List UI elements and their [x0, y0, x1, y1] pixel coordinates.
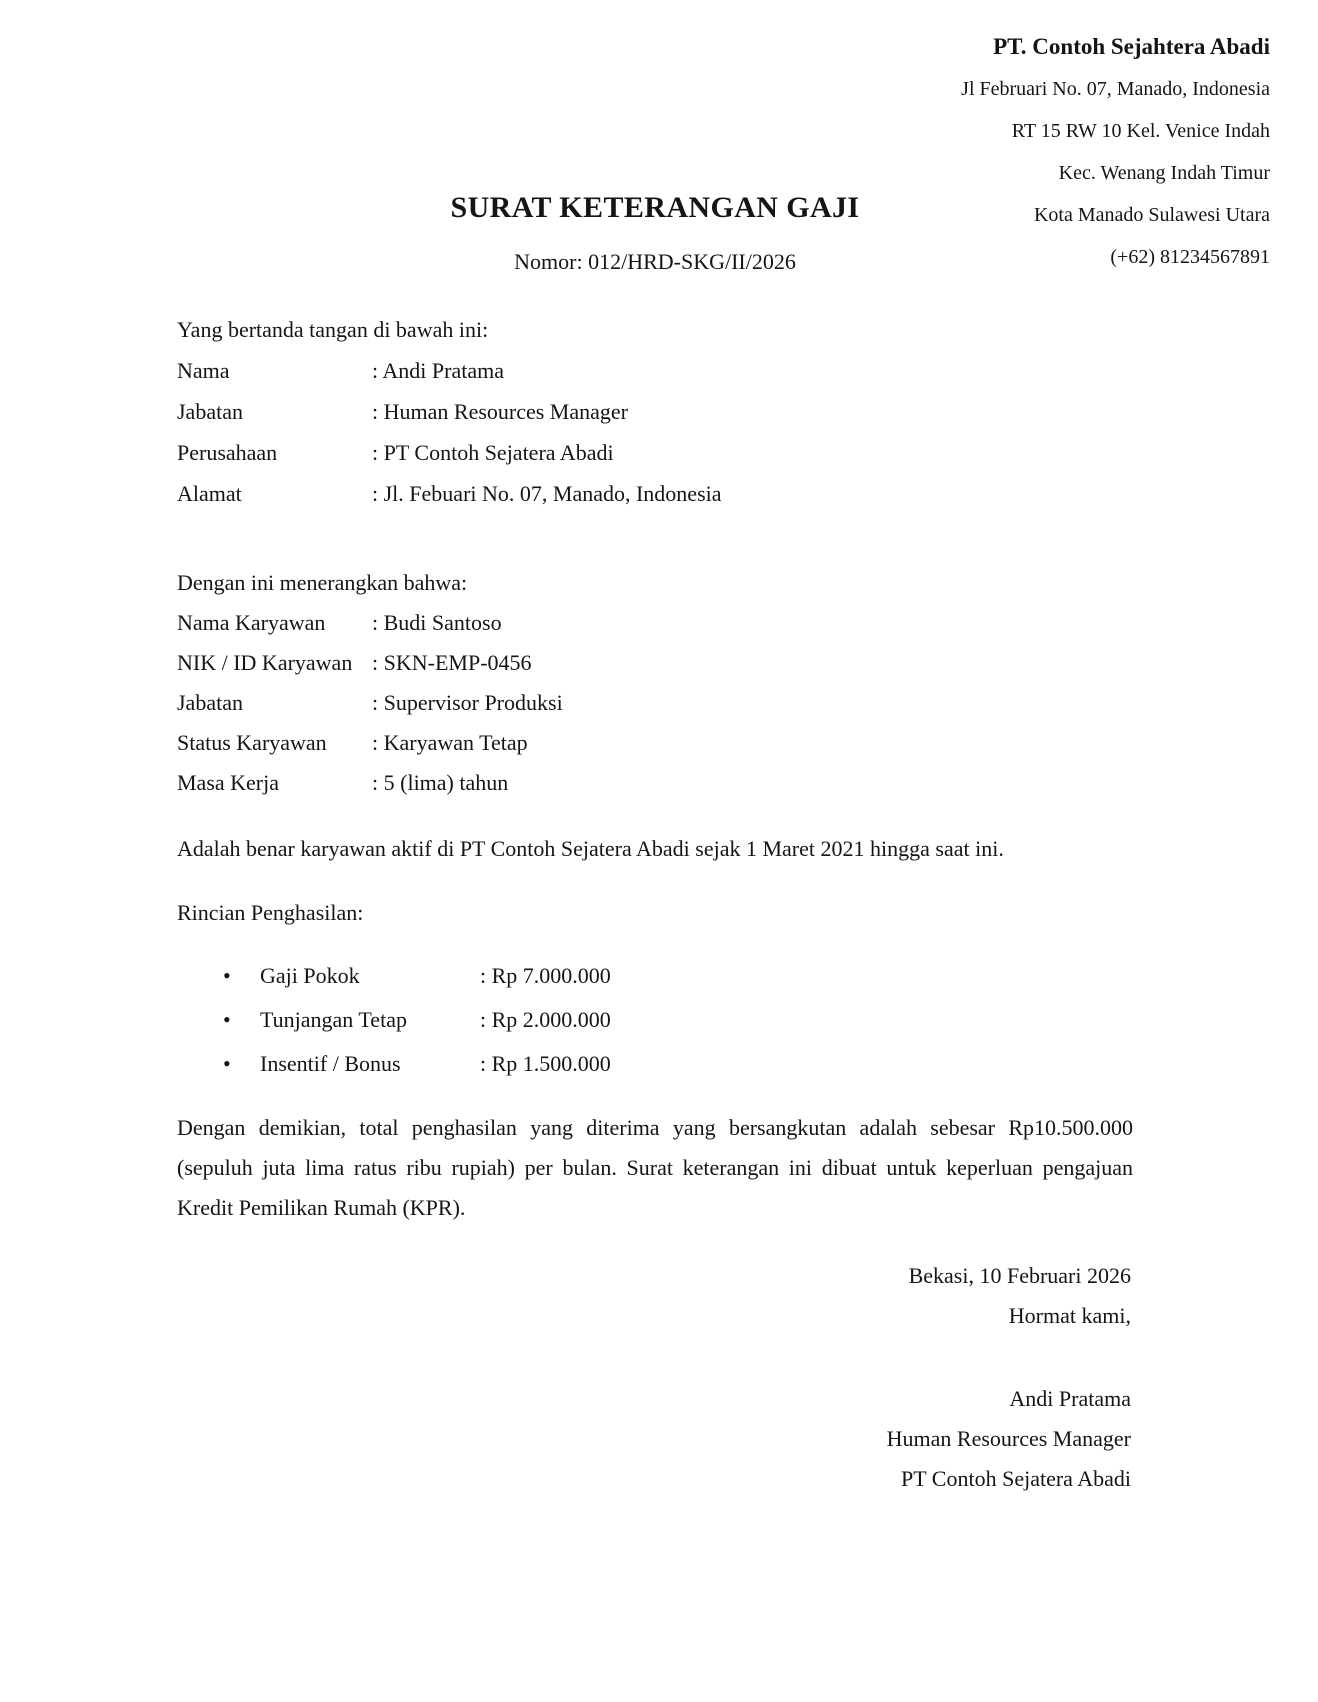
letterhead-address-line: Kota Manado Sulawesi Utara	[1033, 204, 1270, 226]
income-value: : Rp 1.500.000	[480, 1042, 611, 1086]
letterhead-address-line: RT 15 RW 10 Kel. Venice Indah	[1011, 120, 1270, 142]
field-label: Nama Karyawan	[177, 610, 326, 635]
field-value: : Andi Pratama	[372, 350, 504, 391]
field-row	[177, 683, 1133, 723]
letterhead-address-line: Kec. Wenang Indah Timur	[1058, 162, 1270, 184]
field-row	[177, 763, 1133, 803]
company-name: PT. Contoh Sejahtera Abadi	[993, 34, 1270, 59]
employee-intro: Dengan ini menerangkan bahwa:	[177, 570, 468, 595]
signature-place-date: Bekasi, 10 Februari 2026	[908, 1263, 1131, 1288]
field-value: : Budi Santoso	[372, 603, 502, 643]
title-block	[177, 190, 1133, 276]
field-row	[177, 643, 1133, 683]
document-number: Nomor: 012/HRD-SKG/II/2026	[514, 249, 796, 274]
field-row	[177, 603, 1133, 643]
income-list	[177, 954, 1133, 1086]
letterhead-address-line: Jl Februari No. 07, Manado, Indonesia	[961, 78, 1270, 100]
income-item	[177, 954, 1133, 998]
income-item	[177, 998, 1133, 1042]
signer-intro: Yang bertanda tangan di bawah ini:	[177, 317, 489, 342]
field-row	[177, 391, 1133, 432]
income-value: : Rp 2.000.000	[480, 998, 611, 1042]
letterhead-phone: (+62) 81234567891	[1110, 246, 1270, 268]
field-label: Alamat	[177, 481, 242, 506]
field-row	[177, 723, 1133, 763]
income-label: Gaji Pokok	[260, 963, 360, 988]
employment-statement: Adalah benar karyawan aktif di PT Contoh Sejatera Abadi sejak 1 Maret 2021 hingga saat ini.	[177, 836, 1004, 861]
document-title: SURAT KETERANGAN GAJI	[450, 191, 860, 224]
field-label: Status Karyawan	[177, 730, 327, 755]
signature-title: Human Resources Manager	[886, 1426, 1131, 1451]
field-value: : Supervisor Produksi	[372, 683, 563, 723]
signer-section	[177, 309, 1133, 514]
field-label: Jabatan	[177, 690, 243, 715]
signature-company: PT Contoh Sejatera Abadi	[901, 1466, 1131, 1491]
field-value: : 5 (lima) tahun	[372, 763, 508, 803]
field-label: Masa Kerja	[177, 770, 280, 795]
field-label: NIK / ID Karyawan	[177, 650, 353, 675]
income-item	[177, 1042, 1133, 1086]
field-value: : SKN-EMP-0456	[372, 643, 532, 683]
income-label: Insentif / Bonus	[260, 1051, 401, 1076]
field-row	[177, 350, 1133, 391]
signature-block	[887, 1256, 1131, 1499]
signature-name: Andi Pratama	[1009, 1386, 1131, 1411]
income-heading: Rincian Penghasilan:	[177, 900, 364, 925]
employee-section	[177, 563, 1133, 803]
bullet-icon	[223, 998, 260, 1042]
field-label: Perusahaan	[177, 440, 278, 465]
field-value: : PT Contoh Sejatera Abadi	[372, 432, 614, 473]
field-label: Nama	[177, 358, 230, 383]
field-value: : Karyawan Tetap	[372, 723, 528, 763]
field-row	[177, 473, 1133, 514]
signature-space	[887, 1336, 1131, 1379]
closing-paragraph: Dengan demikian, total penghasilan yang diterima yang bersangkutan adalah sebesar Rp10.500.000 (sepuluh juta lima ratus ribu rupiah) per bulan. Surat keterangan ini dibuat untuk keperluan pengajuan Kredit Pemilikan Rumah (KPR).	[177, 1115, 1133, 1220]
field-row	[177, 432, 1133, 473]
income-value: : Rp 7.000.000	[480, 954, 611, 998]
field-label: Jabatan	[177, 399, 243, 424]
field-value: : Jl. Febuari No. 07, Manado, Indonesia	[372, 473, 722, 514]
field-value: : Human Resources Manager	[372, 391, 628, 432]
bullet-icon	[223, 1042, 260, 1086]
signature-salutation: Hormat kami,	[1008, 1303, 1131, 1328]
income-label: Tunjangan Tetap	[260, 1007, 407, 1032]
bullet-icon	[223, 954, 260, 998]
